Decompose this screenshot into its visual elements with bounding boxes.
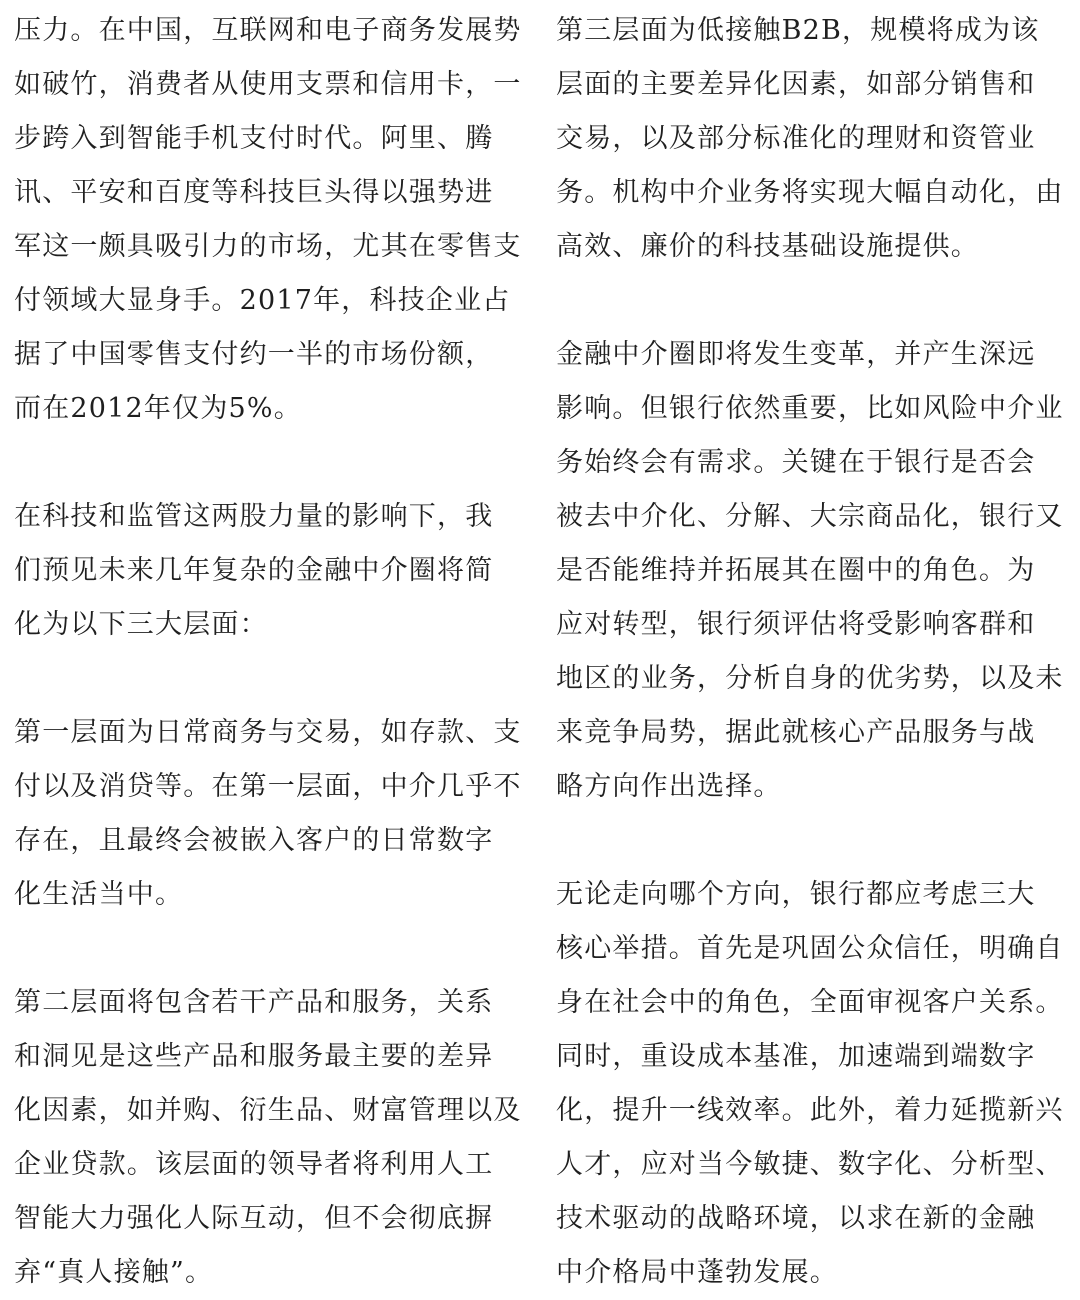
text-line: 化，提升一线效率。此外，着力延揽新兴: [556, 1095, 1064, 1126]
text-line: 同时，重设成本基准，加速端到端数字: [556, 1041, 1036, 1072]
text-line: 地区的业务，分析自身的优劣势，以及未: [556, 663, 1064, 694]
right-column: [556, 4, 1071, 1300]
text-line: 而在2012年仅为5%。: [14, 393, 302, 424]
text-line: 压力。在中国，互联网和电子商务发展势: [14, 15, 522, 46]
text-line: 略方向作出选择。: [556, 771, 782, 802]
text-line: 无论走向哪个方向，银行都应考虑三大: [556, 879, 1036, 910]
text-line: 在科技和监管这两股力量的影响下，我: [14, 501, 494, 532]
text-line: 化因素，如并购、衍生品、财富管理以及: [14, 1095, 522, 1126]
left-column: [14, 4, 529, 1300]
paragraph-gap: [14, 652, 529, 706]
text-line: 第一层面为日常商务与交易，如存款、支: [14, 717, 522, 748]
text-line: 智能大力强化人际互动，但不会彻底摒: [14, 1203, 494, 1234]
text-line: 讯、平安和百度等科技巨头得以强势进: [14, 177, 494, 208]
text-line: 交易，以及部分标准化的理财和资管业: [556, 123, 1036, 154]
text-line: 和洞见是这些产品和服务最主要的差异: [14, 1041, 494, 1072]
text-line: 付以及消贷等。在第一层面，中介几乎不: [14, 771, 522, 802]
text-line: 企业贷款。该层面的领导者将利用人工: [14, 1149, 494, 1180]
text-line: 军这一颇具吸引力的市场，尤其在零售支: [14, 231, 522, 262]
paragraph: [14, 706, 529, 922]
text-line: 弃“真人接触”。: [14, 1257, 214, 1288]
text-line: 中介格局中蓬勃发展。: [556, 1257, 838, 1288]
paragraph-gap: [556, 274, 1071, 328]
text-line: 务。机构中介业务将实现大幅自动化，由: [556, 177, 1064, 208]
text-line: 第三层面为低接触B2B，规模将成为该: [556, 15, 1040, 46]
paragraph: [556, 4, 1071, 274]
paragraph: [14, 976, 529, 1300]
text-line: 技术驱动的战略环境，以求在新的金融: [556, 1203, 1036, 1234]
text-line: 人才，应对当今敏捷、数字化、分析型、: [556, 1149, 1064, 1180]
text-line: 身在社会中的角色，全面审视客户关系。: [556, 987, 1064, 1018]
text-line: 步跨入到智能手机支付时代。阿里、腾: [14, 123, 494, 154]
paragraph: [14, 4, 529, 436]
text-line: 务始终会有需求。关键在于银行是否会: [556, 447, 1036, 478]
text-line: 第二层面将包含若干产品和服务，关系: [14, 987, 494, 1018]
text-line: 高效、廉价的科技基础设施提供。: [556, 231, 979, 262]
text-line: 核心举措。首先是巩固公众信任，明确自: [556, 933, 1064, 964]
text-line: 影响。但银行依然重要，比如风险中介业: [556, 393, 1064, 424]
paragraph: [556, 868, 1071, 1300]
paragraph-gap: [14, 436, 529, 490]
paragraph: [556, 328, 1071, 814]
text-line: 化生活当中。: [14, 879, 184, 910]
paragraph: [14, 490, 529, 652]
text-line: 付领域大显身手。2017年，科技企业占: [14, 285, 511, 316]
text-line: 如破竹，消费者从使用支票和信用卡，一: [14, 69, 522, 100]
text-line: 层面的主要差异化因素，如部分销售和: [556, 69, 1036, 100]
paragraph-gap: [14, 922, 529, 976]
text-line: 存在，且最终会被嵌入客户的日常数字: [14, 825, 494, 856]
text-line: 应对转型，银行须评估将受影响客群和: [556, 609, 1036, 640]
text-line: 来竞争局势，据此就核心产品服务与战: [556, 717, 1036, 748]
text-line: 据了中国零售支付约一半的市场份额，: [14, 339, 494, 370]
text-line: 们预见未来几年复杂的金融中介圈将简: [14, 555, 494, 586]
text-line: 金融中介圈即将发生变革，并产生深远: [556, 339, 1036, 370]
text-line: 是否能维持并拓展其在圈中的角色。为: [556, 555, 1036, 586]
text-line: 被去中介化、分解、大宗商品化，银行又: [556, 501, 1064, 532]
text-line: 化为以下三大层面：: [14, 609, 268, 640]
paragraph-gap: [556, 814, 1071, 868]
